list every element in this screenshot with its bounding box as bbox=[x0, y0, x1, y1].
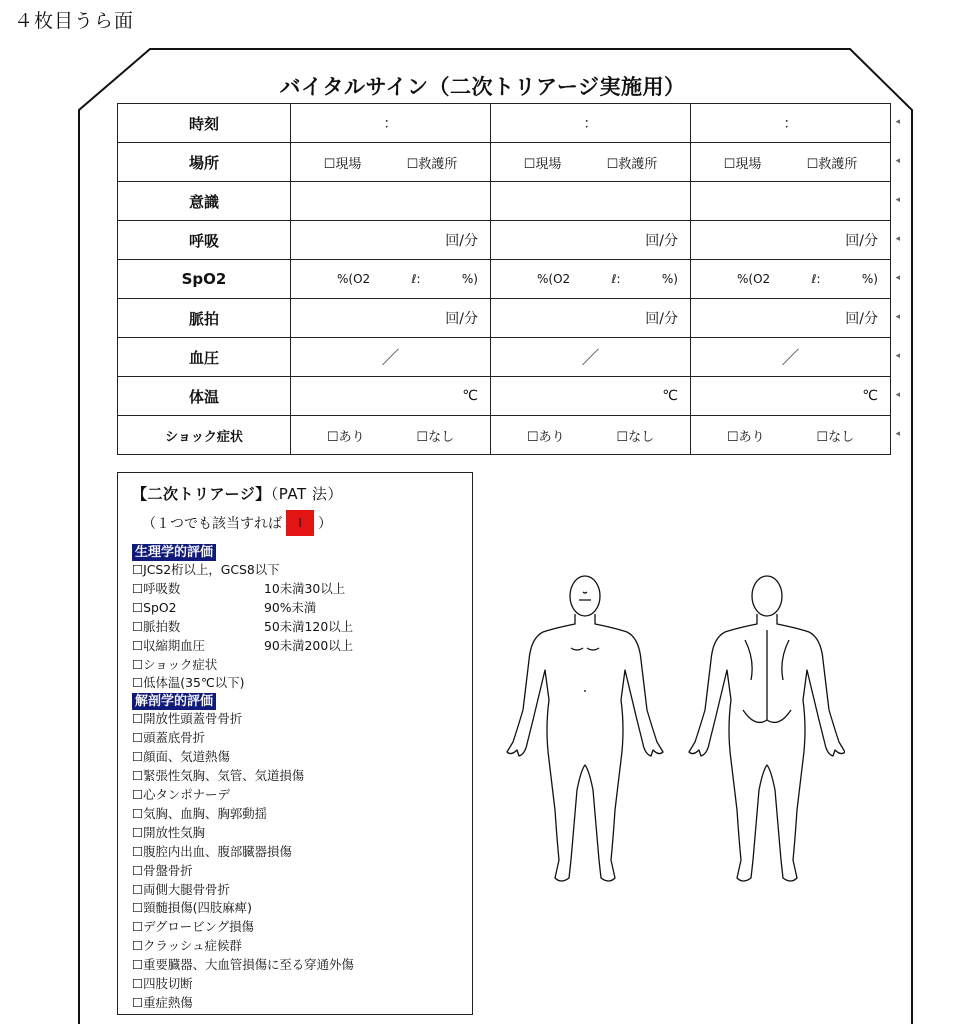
triage-box bbox=[117, 472, 473, 1015]
physio-item[interactable] bbox=[132, 580, 472, 599]
bp-row bbox=[118, 338, 891, 377]
shock-yes-checkbox[interactable]: ☐あり bbox=[726, 429, 765, 445]
respiration-cell[interactable] bbox=[691, 221, 900, 260]
physio-item-criterion: 10未満30以上 bbox=[264, 580, 346, 596]
bp-label: 血圧 bbox=[118, 338, 291, 377]
spo2-close: %) bbox=[461, 272, 478, 286]
spo2-cell[interactable] bbox=[491, 260, 691, 299]
time-cell-2[interactable]: ： bbox=[491, 104, 691, 143]
triage-method: （PAT 法） bbox=[270, 485, 343, 503]
temp-cell[interactable]: ℃ bbox=[291, 377, 491, 416]
anat-item[interactable]: ☐両側大腿骨骨折 bbox=[132, 881, 230, 897]
bp-separator: ／ bbox=[781, 348, 800, 369]
consciousness-label: 意識 bbox=[118, 182, 291, 221]
temp-label: 体温 bbox=[118, 377, 291, 416]
anat-item[interactable]: ☐骨盤骨折 bbox=[132, 862, 193, 878]
temp-cell[interactable]: ℃ bbox=[491, 377, 691, 416]
body-diagram[interactable] bbox=[505, 560, 845, 900]
anat-item[interactable]: ☐頭蓋底骨折 bbox=[132, 730, 206, 746]
row-marker: ◂ bbox=[895, 351, 900, 361]
spo2-liter: ℓ: bbox=[811, 272, 821, 286]
anat-item[interactable]: ☐腹腔内出血、腹部臓器損傷 bbox=[132, 843, 292, 859]
pulse-cell[interactable] bbox=[691, 299, 900, 338]
bp-cell[interactable] bbox=[491, 338, 691, 377]
shock-yes-checkbox[interactable]: ☐あり bbox=[526, 429, 565, 445]
physio-item[interactable] bbox=[132, 599, 472, 618]
row-marker: ◂ bbox=[895, 273, 900, 283]
respiration-cell[interactable]: 回/分 bbox=[291, 221, 491, 260]
triage-note-text: （１つでも該当すれば bbox=[142, 516, 282, 532]
spo2-close: %) bbox=[861, 272, 878, 286]
anat-section-head: 解剖学的評価 bbox=[132, 693, 216, 710]
physio-item[interactable] bbox=[132, 618, 472, 637]
time-cell-1[interactable]: ： bbox=[291, 104, 491, 143]
place-site-checkbox[interactable]: ☐現場 bbox=[723, 156, 762, 172]
anat-item[interactable]: ☐四肢切断 bbox=[132, 976, 193, 992]
spo2-cell[interactable] bbox=[691, 260, 900, 299]
physio-item-criterion: 50未満120以上 bbox=[264, 618, 353, 634]
shock-row bbox=[118, 416, 891, 455]
bp-cell[interactable] bbox=[291, 338, 491, 377]
spo2-label: SpO2 bbox=[118, 260, 291, 299]
category-red-box: Ⅰ bbox=[286, 510, 314, 536]
body-front-figure bbox=[507, 576, 663, 881]
pulse-unit: 回/分 bbox=[845, 311, 878, 327]
physio-item-label: ☐呼吸数 bbox=[132, 580, 181, 596]
bp-separator: ／ bbox=[581, 348, 600, 369]
spo2-percent: %(O2 bbox=[537, 272, 571, 286]
anat-item[interactable]: ☐クラッシュ症候群 bbox=[132, 938, 242, 954]
anat-item[interactable]: ☐頸髄損傷(四肢麻痺) bbox=[132, 900, 252, 916]
physio-list bbox=[132, 561, 472, 693]
anat-item[interactable]: ☐緊張性気胸、気管、気道損傷 bbox=[132, 768, 305, 784]
temp-cell[interactable] bbox=[691, 377, 900, 416]
place-label: 場所 bbox=[118, 143, 291, 182]
spo2-row bbox=[118, 260, 891, 299]
anat-item[interactable]: ☐気胸、血胸、胸郭動揺 bbox=[132, 805, 268, 821]
physio-item-criterion: 90未満200以上 bbox=[264, 637, 353, 653]
anat-list bbox=[132, 710, 472, 1013]
physio-item[interactable] bbox=[132, 674, 472, 693]
physio-item-label: ☐脈拍数 bbox=[132, 618, 181, 634]
consciousness-cell[interactable] bbox=[491, 182, 691, 221]
pulse-label: 脈拍 bbox=[118, 299, 291, 338]
place-row bbox=[118, 143, 891, 182]
anat-item[interactable]: ☐顔面、気道熱傷 bbox=[132, 749, 230, 765]
physio-item-criterion: 90%未満 bbox=[264, 599, 317, 615]
pulse-row bbox=[118, 299, 891, 338]
spo2-liter: ℓ: bbox=[611, 272, 621, 286]
row-marker: ◂ bbox=[895, 117, 900, 127]
row-marker: ◂ bbox=[895, 234, 900, 244]
shock-no-checkbox[interactable]: ☐なし bbox=[416, 429, 455, 445]
anat-item[interactable]: ☐重症熱傷 bbox=[132, 994, 193, 1010]
respiration-row bbox=[118, 221, 891, 260]
card-title: バイタルサイン（二次トリアージ実施用） bbox=[279, 75, 686, 99]
physio-item-label: ☐SpO2 bbox=[132, 599, 177, 615]
spo2-cell[interactable] bbox=[291, 260, 491, 299]
anat-item[interactable]: ☐デグロービング損傷 bbox=[132, 919, 254, 935]
anat-item[interactable]: ☐開放性頭蓋骨骨折 bbox=[132, 711, 243, 727]
triage-title-text: 【二次トリアージ】 bbox=[132, 485, 271, 503]
triage-title bbox=[132, 483, 472, 504]
time-cell-3[interactable] bbox=[691, 104, 900, 143]
respiration-label: 呼吸 bbox=[118, 221, 291, 260]
body-back-figure bbox=[689, 576, 845, 881]
physio-item[interactable] bbox=[132, 656, 472, 675]
row-marker: ◂ bbox=[895, 429, 900, 439]
consciousness-row bbox=[118, 182, 891, 221]
pulse-cell[interactable]: 回/分 bbox=[291, 299, 491, 338]
vitals-table bbox=[117, 103, 900, 455]
place-site-checkbox[interactable]: ☐現場 bbox=[323, 156, 362, 172]
anat-item[interactable]: ☐開放性気胸 bbox=[132, 824, 206, 840]
temp-unit: ℃ bbox=[862, 388, 878, 404]
place-aid-checkbox[interactable]: ☐救護所 bbox=[806, 156, 858, 172]
shock-no-checkbox[interactable]: ☐なし bbox=[616, 429, 655, 445]
physio-item[interactable] bbox=[132, 637, 472, 656]
respiration-cell[interactable]: 回/分 bbox=[491, 221, 691, 260]
time-label: 時刻 bbox=[118, 104, 291, 143]
bp-cell[interactable] bbox=[691, 338, 900, 377]
pulse-cell[interactable]: 回/分 bbox=[491, 299, 691, 338]
physio-item-label: ☐低体温(35℃以下) bbox=[132, 675, 245, 691]
triage-note-close: ） bbox=[318, 516, 332, 532]
page-label: ４枚目うら面 bbox=[14, 10, 135, 32]
spo2-close: %) bbox=[661, 272, 678, 286]
time-colon: ： bbox=[783, 116, 798, 132]
place-site-checkbox[interactable]: ☐現場 bbox=[523, 156, 562, 172]
shock-label: ショック症状 bbox=[118, 416, 291, 455]
physio-item-label: ☐収縮期血圧 bbox=[132, 637, 206, 653]
place-aid-checkbox[interactable]: ☐救護所 bbox=[606, 156, 658, 172]
temp-row bbox=[118, 377, 891, 416]
spo2-percent: %(O2 bbox=[337, 272, 371, 286]
triage-note bbox=[142, 510, 472, 536]
anat-item[interactable]: ☐心タンポナーデ bbox=[132, 786, 230, 802]
physio-section-head: 生理学的評価 bbox=[132, 544, 216, 561]
place-aid-checkbox[interactable]: ☐救護所 bbox=[406, 156, 458, 172]
physio-item-label: ☐ショック症状 bbox=[132, 656, 218, 672]
physio-item[interactable] bbox=[132, 561, 472, 580]
row-marker: ◂ bbox=[895, 156, 900, 166]
row-marker: ◂ bbox=[895, 390, 900, 400]
row-marker: ◂ bbox=[895, 195, 900, 205]
spo2-percent: %(O2 bbox=[737, 272, 771, 286]
consciousness-cell[interactable] bbox=[291, 182, 491, 221]
respiration-unit: 回/分 bbox=[845, 233, 878, 249]
row-marker: ◂ bbox=[895, 312, 900, 322]
physio-item-label: ☐JCS2桁以上，GCS8以下 bbox=[132, 562, 280, 577]
shock-no-checkbox[interactable]: ☐なし bbox=[816, 429, 855, 445]
bp-separator: ／ bbox=[381, 348, 400, 369]
shock-yes-checkbox[interactable]: ☐あり bbox=[326, 429, 365, 445]
spo2-liter: ℓ: bbox=[411, 272, 421, 286]
time-row bbox=[118, 104, 891, 143]
consciousness-cell[interactable] bbox=[691, 182, 900, 221]
anat-item[interactable]: ☐重要臓器、大血管損傷に至る穿通外傷 bbox=[132, 957, 354, 973]
